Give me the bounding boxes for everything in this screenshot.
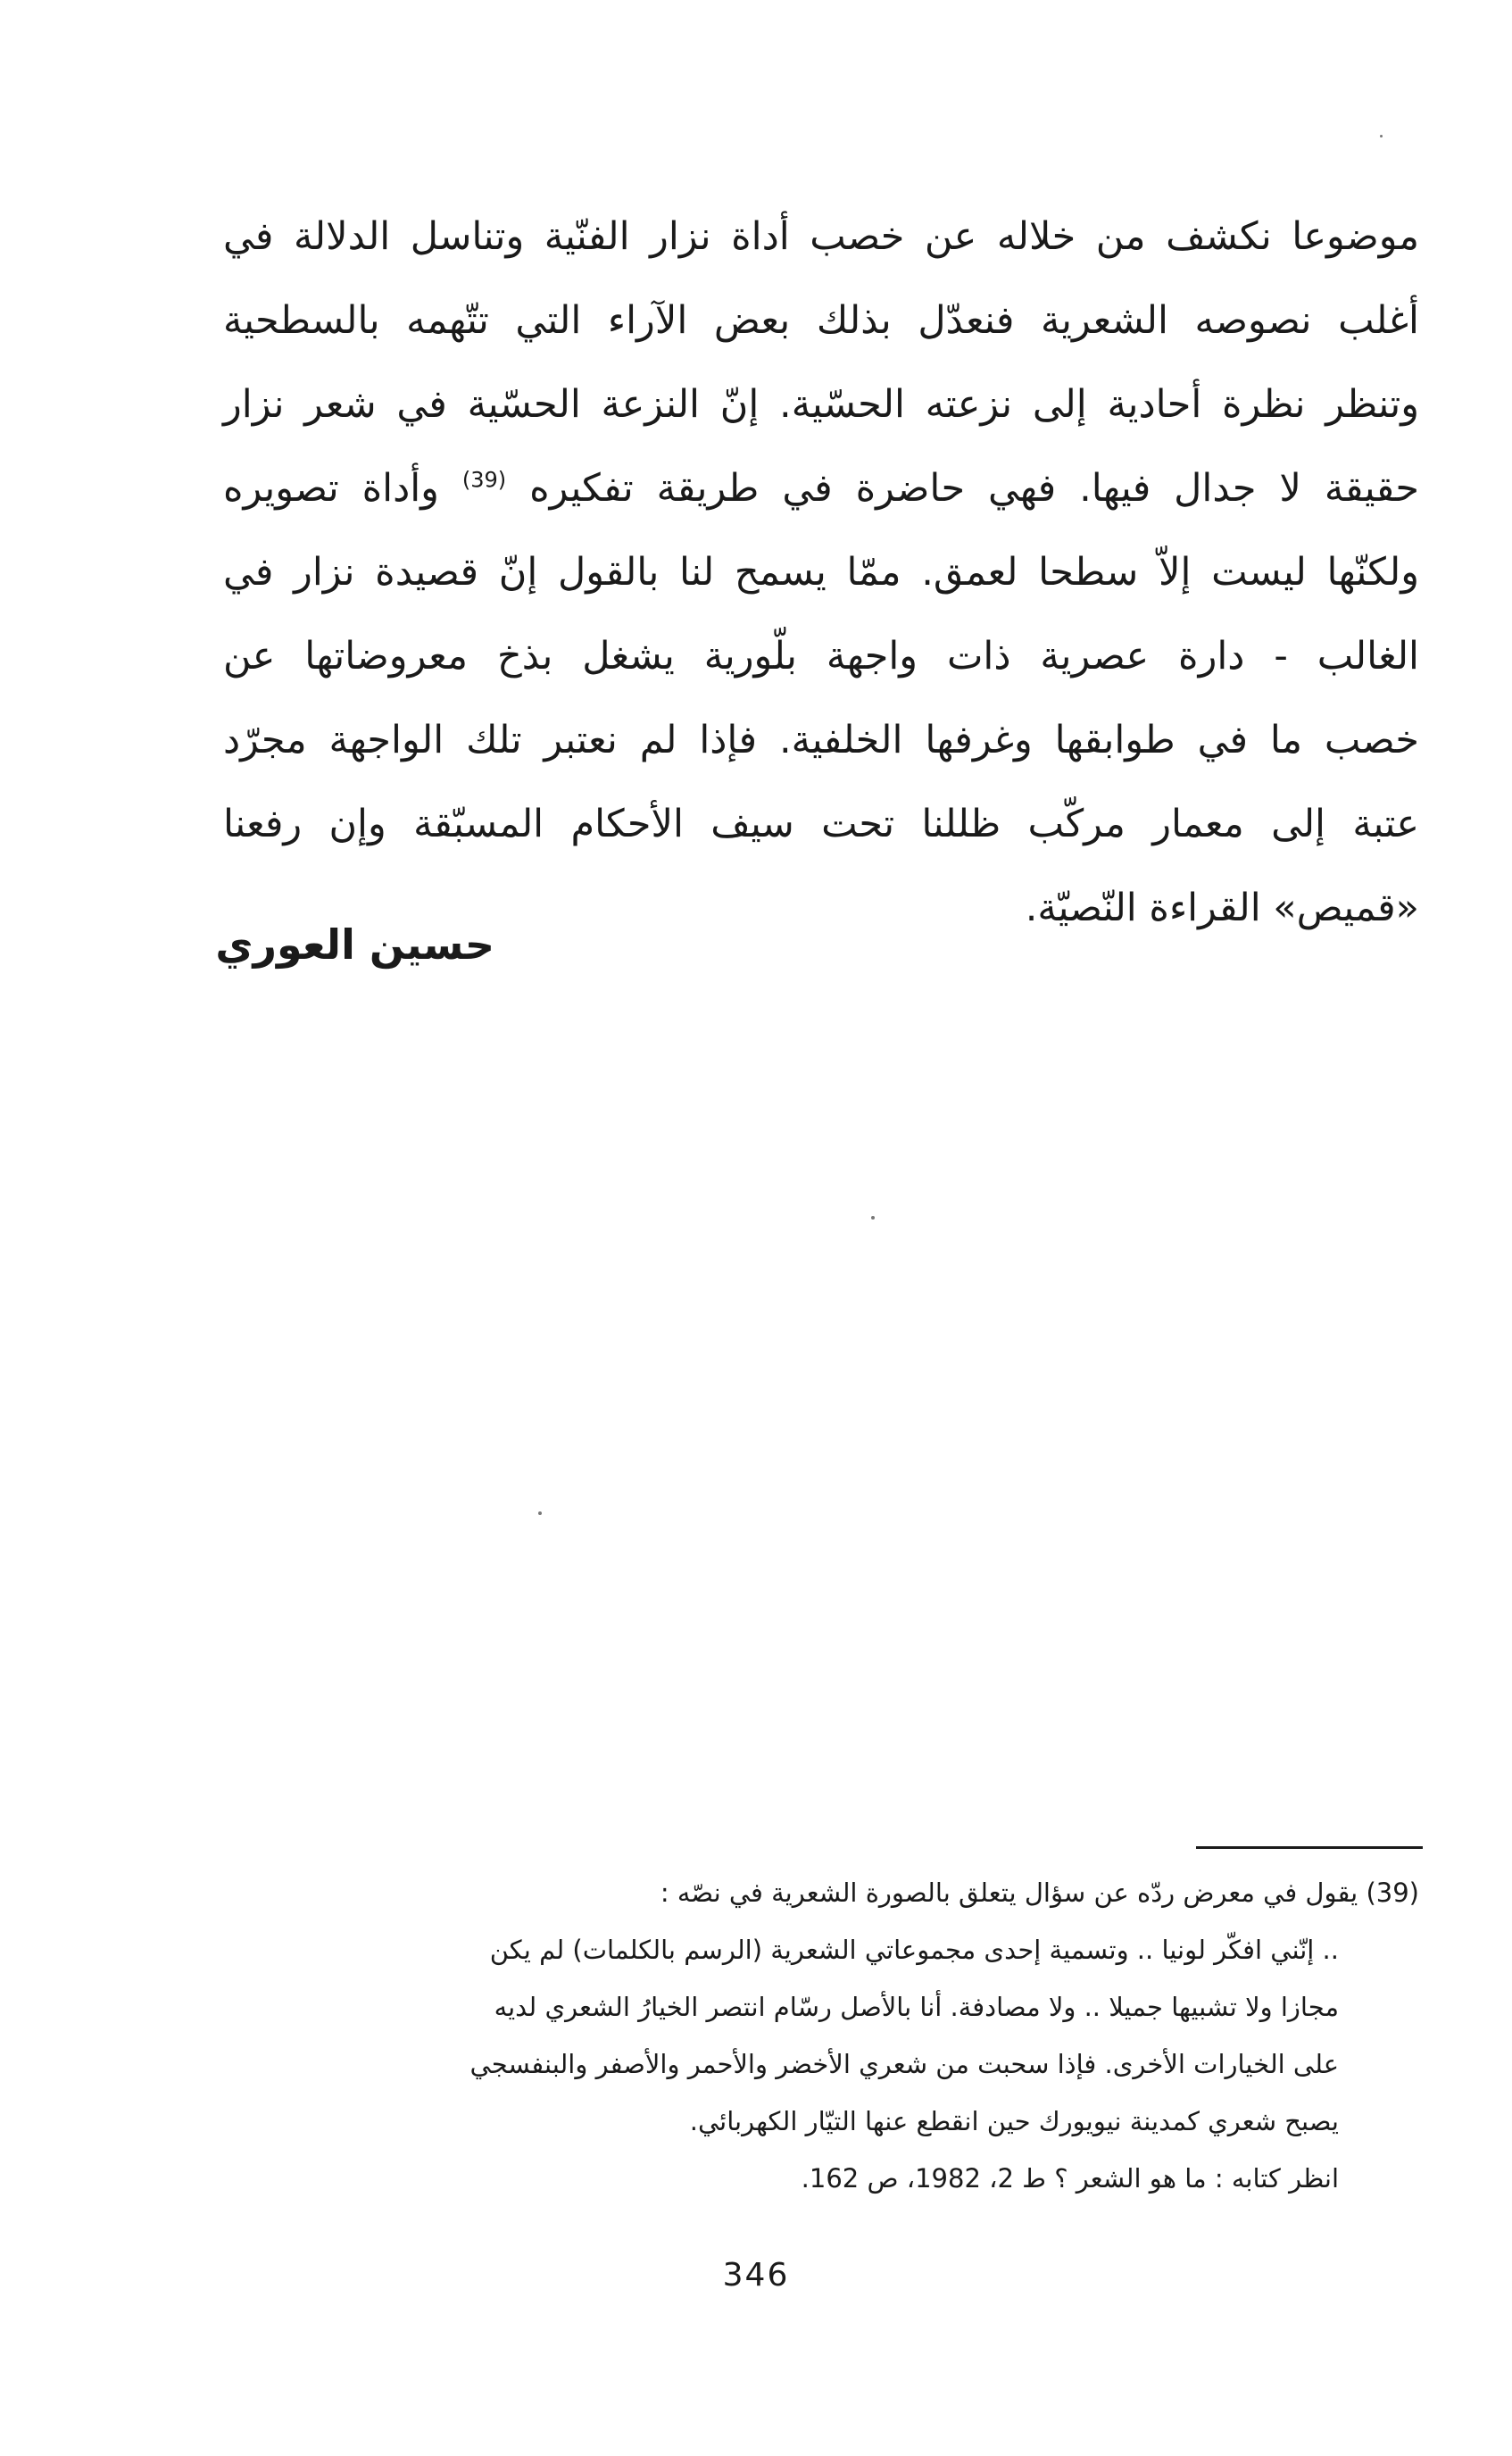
footnote-line: .. إنّني افكّر لونيا .. وتسمية إحدى مجموعاتي الشعرية (الرسم بالكلمات) لم يكن [489, 1935, 1339, 1965]
body-line: وتنظر نظرة أحادية إلى نزعته الحسّية. إنّ النزعة الحسّية في شعر نزار [223, 382, 1419, 427]
footnotes [223, 1864, 1419, 2207]
body-line-tail: وأداة تصويره [223, 466, 439, 511]
author-signature: حسين العوري [215, 920, 494, 969]
footnote-line: يصبح شعري كمدينة نيويورك حين انقطع عنها التيّار الكهربائي. [689, 2106, 1339, 2136]
footnote-line: (39) يقول في معرض ردّه عن سؤال يتعلق بالصورة الشعرية في نصّه : [660, 1877, 1419, 1908]
body-line-text: حقيقة لا جدال فيها. فهي حاضرة في طريقة تفكيره [529, 466, 1419, 511]
body-line: خصب ما في طوابقها وغرفها الخلفية. فإذا لم نعتبر تلك الواجهة مجرّد [223, 718, 1419, 762]
body-line-with-footnote [223, 446, 1419, 530]
body-line: «قميص» القراءة النّصيّة. [1025, 886, 1419, 930]
footnote-reference[interactable]: (39) [461, 467, 507, 493]
footnote-divider [1196, 1846, 1423, 1849]
footnote-line: انظر كتابه : ما هو الشعر ؟ ط 2، 1982، ص 162. [801, 2163, 1339, 2194]
scan-speck [1380, 135, 1383, 137]
footnote-line: على الخيارات الأخرى. فإذا سحبت من شعري الأخضر والأحمر والأصفر والبنفسجي [469, 2049, 1339, 2079]
body-line: أغلب نصوصه الشعرية فنعدّل بذلك بعض الآراء التي تتّهمه بالسطحية [223, 298, 1419, 343]
scan-speck [871, 1216, 875, 1220]
body-paragraph [223, 195, 1419, 950]
scan-speck [538, 1511, 542, 1515]
body-line: الغالب - دارة عصرية ذات واجهة بلّورية يشغل بذخ معروضاتها عن [223, 634, 1419, 679]
body-line: عتبة إلى معمار مركّب ظللنا تحت سيف الأحكام المسبّقة وإن رفعنا [223, 802, 1419, 846]
body-line: ولكنّها ليست إلاّ سطحا لعمق. ممّا يسمح لنا بالقول إنّ قصيدة نزار في [223, 550, 1419, 595]
page-number: 346 [722, 2257, 790, 2294]
body-line: موضوعا نكشف من خلاله عن خصب أداة نزار الفنّية وتناسل الدلالة في [223, 214, 1419, 259]
footnote-line: مجازا ولا تشبيها جميلا .. ولا مصادفة. أنا بالأصل رسّام انتصر الخيارُ الشعري لديه [494, 1992, 1339, 2022]
